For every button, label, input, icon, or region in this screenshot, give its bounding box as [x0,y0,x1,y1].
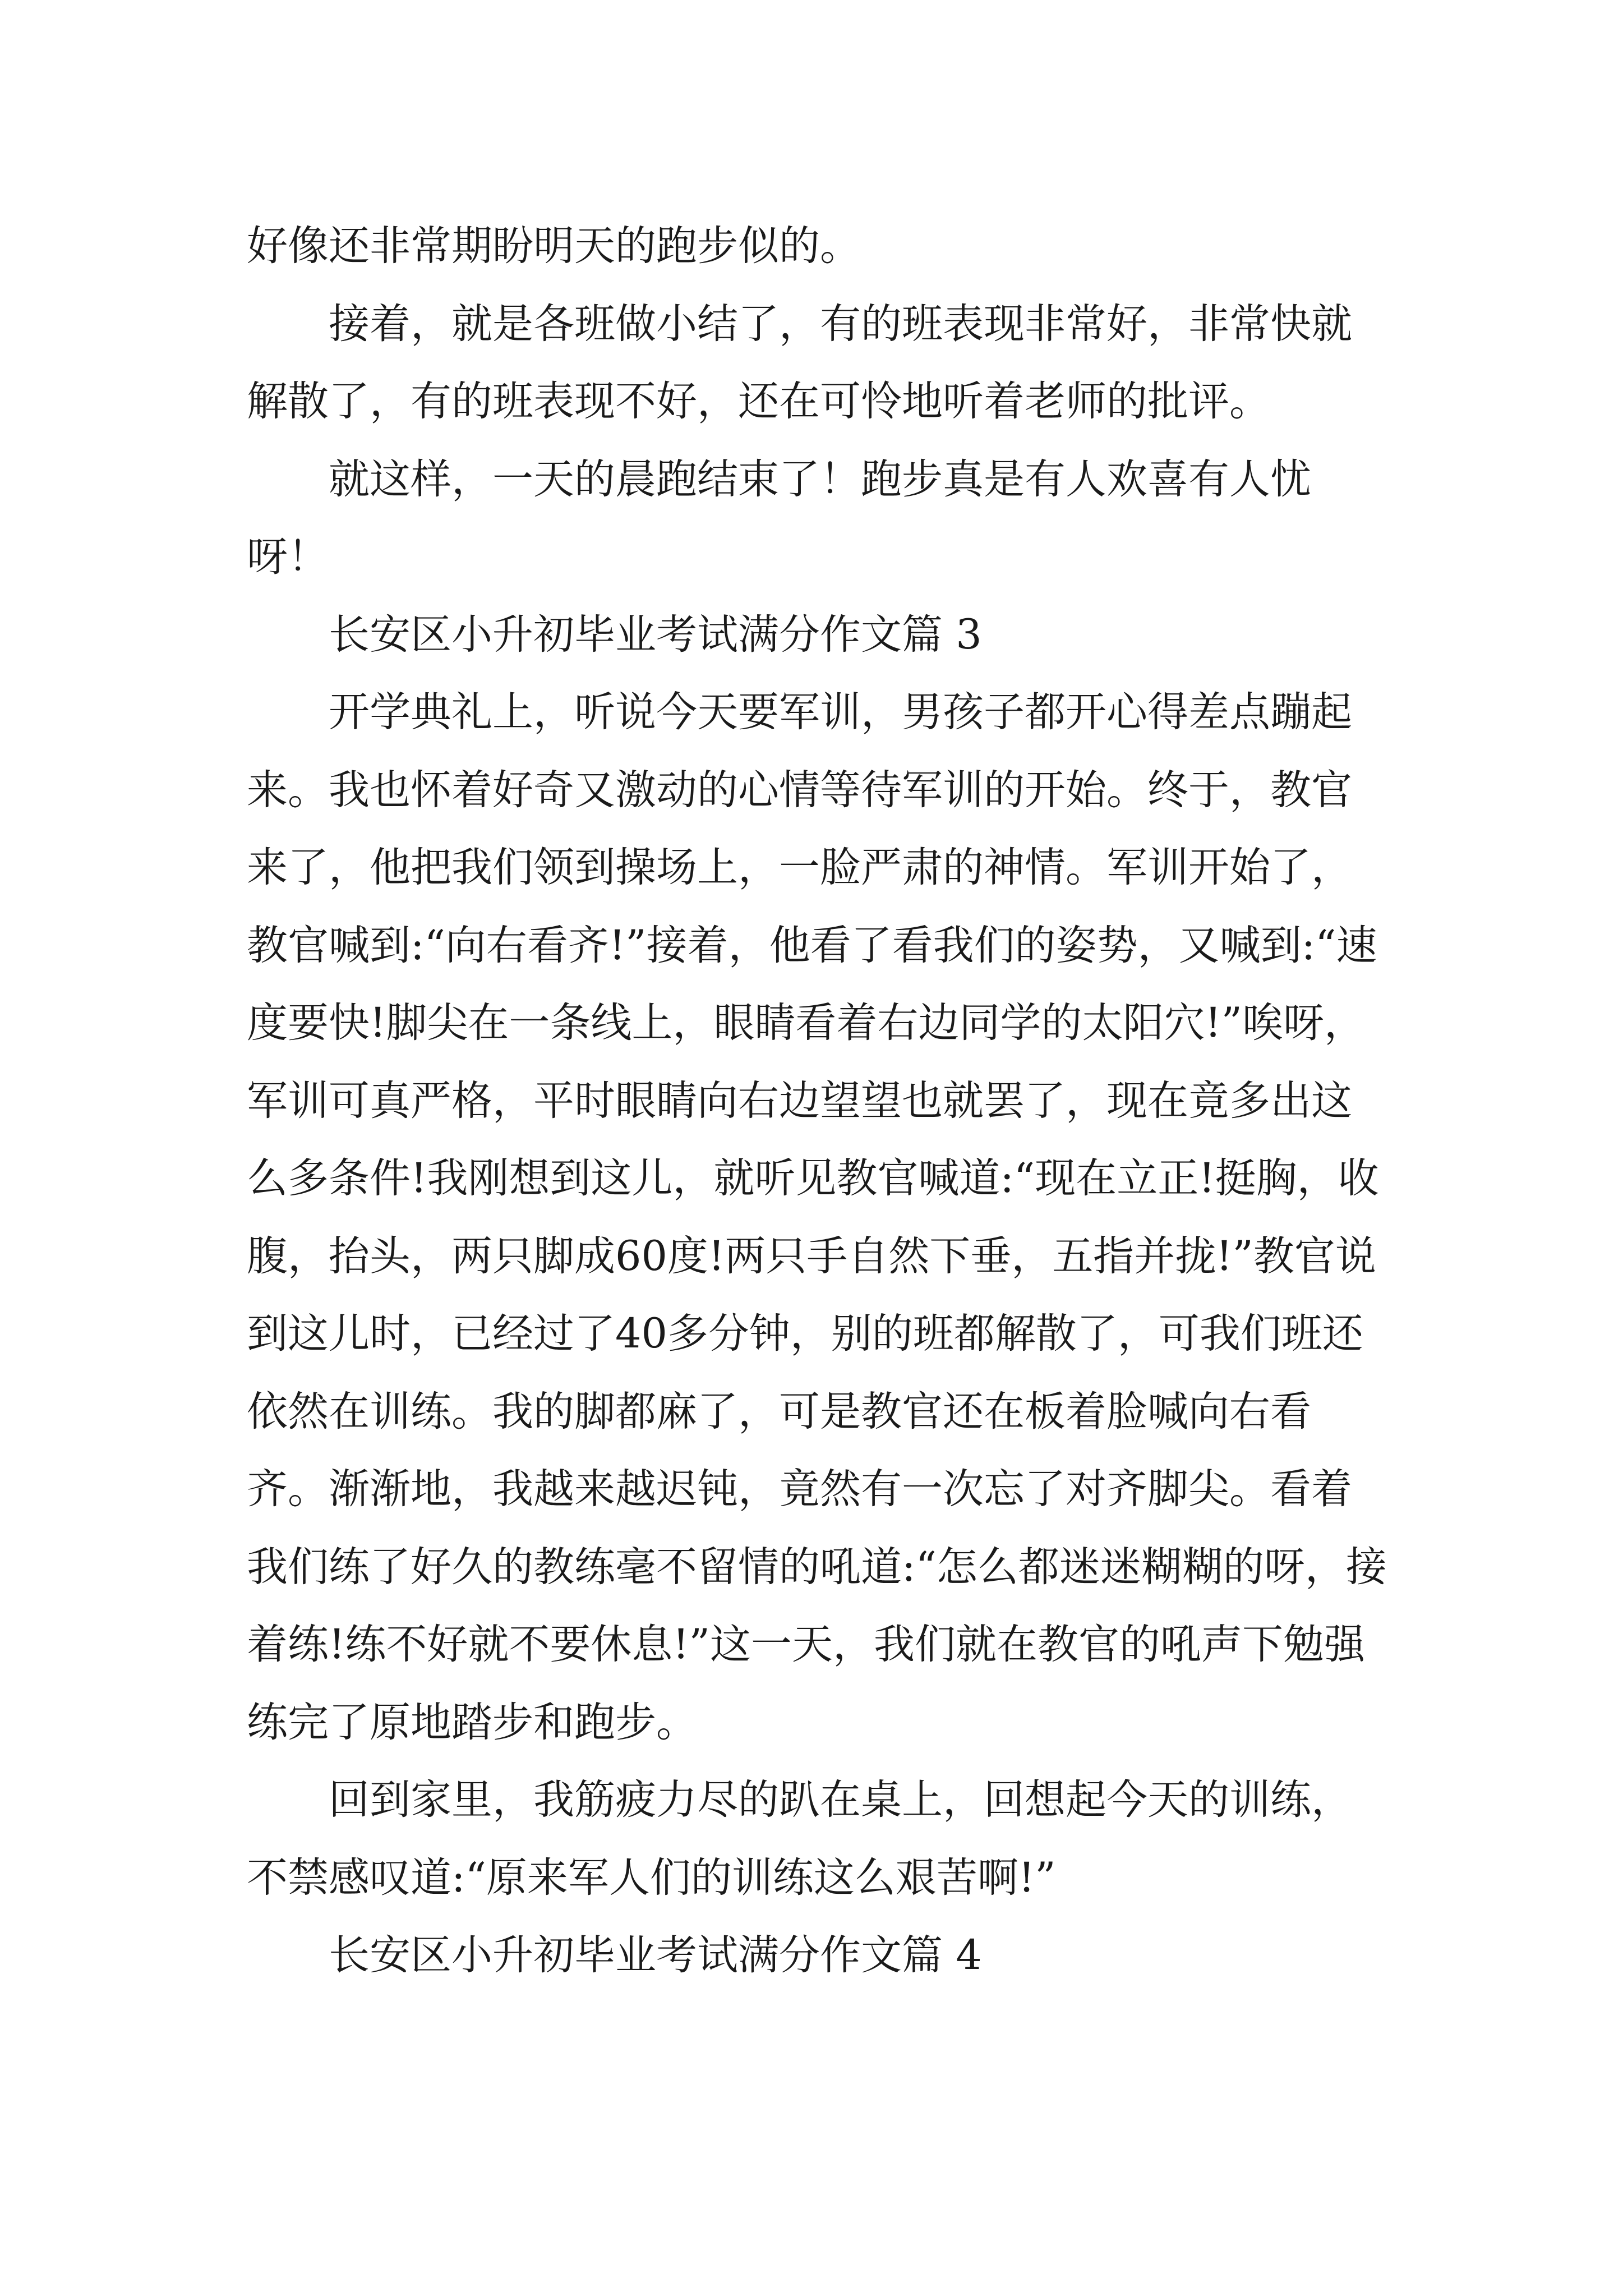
paragraph-summary: 接着，就是各班做小结了，有的班表现非常好，非常快就解散了，有的班表现不好，还在可怜地听着老师的批评。 [247,300,1352,425]
section-title-essay-4: 长安区小升初毕业考试满分作文篇 4 [329,1931,982,1979]
paragraph-home-reflection: 回到家里，我筋疲力尽的趴在桌上，回想起今天的训练，不禁感叹道:“原来军人们的训练这么艰苦啊!” [247,1776,1352,1902]
document-body [247,208,1391,1995]
section-title-essay-3: 长安区小升初毕业考试满分作文篇 3 [329,610,982,659]
paragraph-military-training: 开学典礼上，听说今天要军训，男孩子都开心得差点蹦起来。我也怀着好奇又激动的心情等待军训的开始。终于，教官来了，他把我们领到操场上，一脸严肃的神情。军训开始了，教官喊到:“向右看齐!”接着，他看了看我们的姿势，又喊到:“速度要快!脚尖在一条线上，眼睛看着右边同学的太阳穴!”唉呀，军训可真严格，平时眼睛向右边望望也就罢了，现在竟多出这么多条件!我刚想到这儿，就听见教官喊道:“现在立正!挺胸，收腹，抬头，两只脚成60度!两只手自然下垂，五指并拢!”教官说到这儿时，已经过了40多分钟，别的班都解散了，可我们班还依然在训练。我的脚都麻了，可是教官还在板着脸喊向右看齐。渐渐地，我越来越迟钝，竟然有一次忘了对齐脚尖。看着我们练了好久的教练毫不留情的吼道:“怎么都迷迷糊糊的呀，接着练!练不好就不要休息!”这一天，我们就在教官的吼声下勉强练完了原地踏步和跑步。 [247,688,1387,1746]
paragraph-ending: 就这样，一天的晨跑结束了！跑步真是有人欢喜有人忧呀！ [247,455,1311,581]
paragraph-continuation: 好像还非常期盼明天的跑步似的。 [247,222,861,270]
